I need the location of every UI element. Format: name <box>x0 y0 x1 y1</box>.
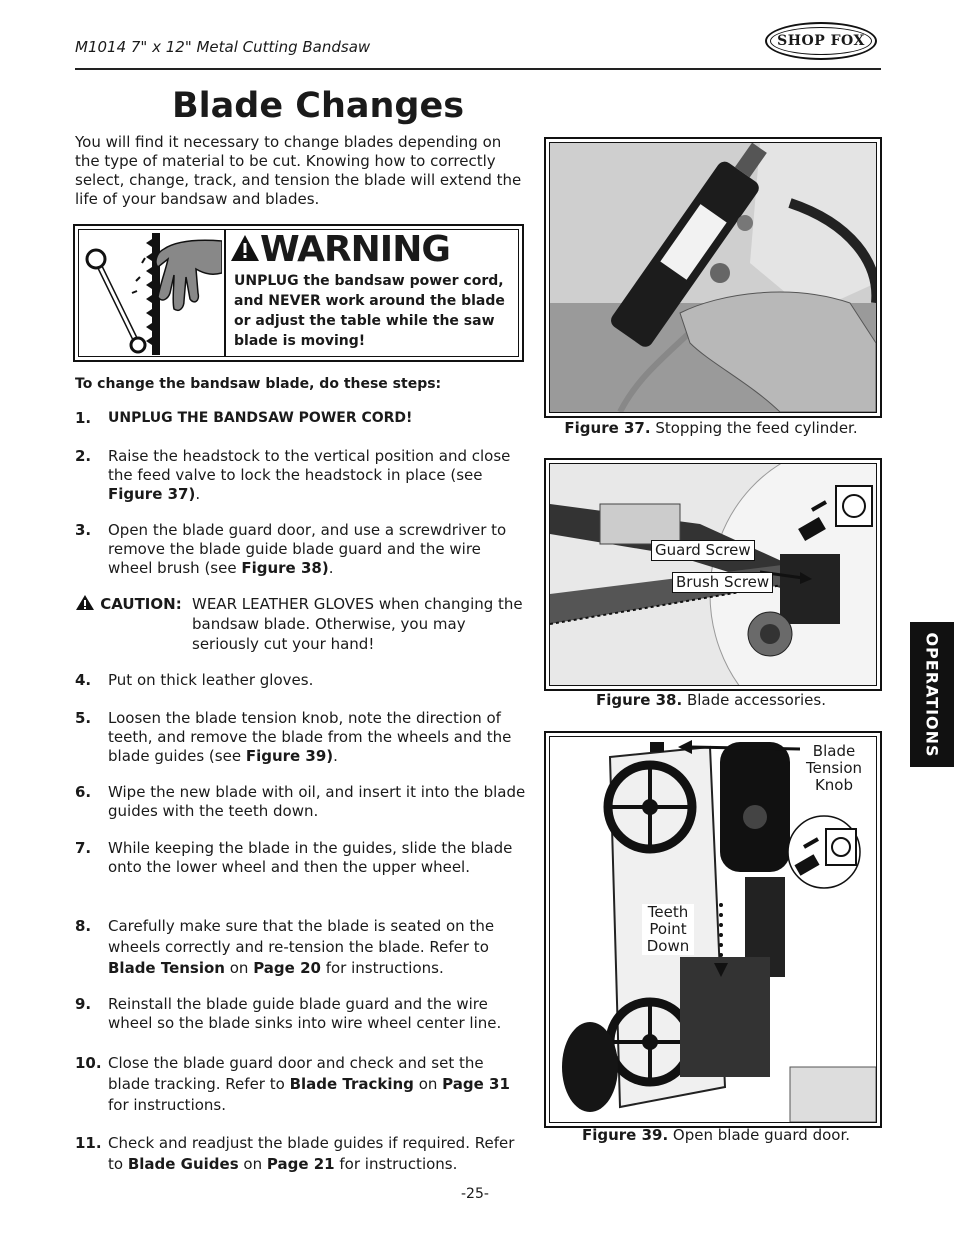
guard-screw-callout: Guard Screw <box>651 540 755 561</box>
figure-39-photo <box>544 731 882 1128</box>
teeth-point-down-callout: Teeth Point Down <box>642 904 694 955</box>
steps-title: To change the bandsaw blade, do these steps: <box>75 376 442 392</box>
step-3: 3. Open the blade guard door, and use a screwdriver to remove the blade guide blade guard and the wire wheel brush (see Figure 38). <box>75 521 507 577</box>
step-1 <box>75 409 525 429</box>
caution-note: CAUTION: WEAR LEATHER GLOVES when changing the bandsaw blade. Otherwise, you may seriously cut your hand! <box>75 594 525 656</box>
document-header-title: M1014 7" x 12" Metal Cutting Bandsaw <box>75 38 371 56</box>
figure-38-photo <box>544 458 882 691</box>
page-title: Blade Changes <box>172 86 465 126</box>
figure-37-caption: Figure 37. Stopping the feed cylinder. <box>564 419 858 437</box>
figure-37-photo <box>544 137 882 418</box>
step-6: 6. Wipe the new blade with oil, and insert it into the blade guides with the teeth down. <box>75 783 526 820</box>
shop-fox-logo: SHOP FOX <box>765 22 877 60</box>
step-8: 8. Carefully make sure that the blade is seated on the wheels correctly and re-tension the blade. Refer to Blade Tension on Page 20 for instructions. <box>75 917 495 977</box>
intro-paragraph: You will find it necessary to change blades depending on the type of material to be cut. Knowing how to correctly select, change, track, and tension the blade will extend the life of your bandsaw and blades. <box>75 133 522 208</box>
step-7: 7. While keeping the blade in the guides, slide the blade onto the lower wheel and then the upper wheel. <box>75 839 513 876</box>
warning-illustration <box>76 229 226 356</box>
step-number: 1. <box>75 409 92 427</box>
feed-cylinder-photo <box>550 143 876 412</box>
warning-text: UNPLUG the bandsaw power cord, and NEVER work around the blade or adjust the table while the saw blade is moving! <box>234 273 505 349</box>
unplug-icon-2 <box>788 816 860 888</box>
figure-39-caption: Figure 39. Open blade guard door. <box>581 1126 851 1144</box>
operations-section-tab: OPERATIONS <box>910 622 954 767</box>
warning-triangle-icon <box>230 233 260 263</box>
page-number: -25- <box>461 1186 489 1202</box>
step-2: 2. Raise the headstock to the vertical position and close the feed valve to lock the headstock in place (see Figure 37). <box>75 447 511 503</box>
warning-heading: WARNING <box>230 229 450 270</box>
header-divider <box>75 68 881 70</box>
blade-tension-knob-callout: Blade Tension Knob <box>800 743 868 794</box>
step-11: 11. Check and readjust the blade guides if required. Refer to Blade Guides on Page 21 for instructions. <box>75 1134 515 1173</box>
brush-screw-callout: Brush Screw <box>672 572 773 593</box>
open-blade-guard-photo <box>550 737 876 1122</box>
step-10: 10. Close the blade guard door and check and set the blade tracking. Refer to Blade Tracking on Page 31 for instructions. <box>75 1054 510 1114</box>
step-4: 4. Put on thick leather gloves. <box>75 671 314 689</box>
caution-triangle-icon <box>75 594 95 611</box>
figure-38-caption: Figure 38. Blade accessories. <box>596 691 826 709</box>
step-text: UNPLUG THE BANDSAW POWER CORD! <box>108 410 413 426</box>
hand-near-blade-icon <box>76 229 222 356</box>
step-5: 5. Loosen the blade tension knob, note the direction of teeth, and remove the blade from the wheels and the blade guides (see Figure 39). <box>75 709 512 765</box>
step-9: 9. Reinstall the blade guide blade guard and the wire wheel so the blade sinks into wire wheel center line. <box>75 995 502 1032</box>
